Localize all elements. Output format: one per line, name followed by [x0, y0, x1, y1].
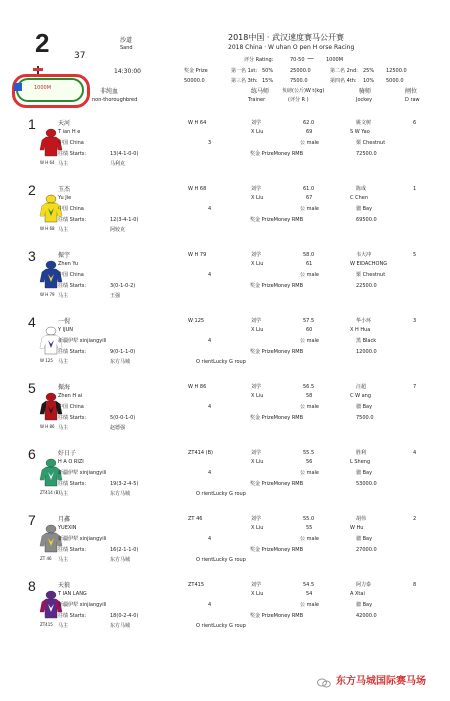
- horse-name-cn: 好日子: [58, 450, 77, 457]
- jockey-header-en: Jockey: [356, 97, 373, 103]
- owner-en: O rientLucky G roup: [196, 359, 246, 365]
- horse-age: 4: [208, 206, 212, 212]
- horse-name-en: Zhen Yu: [58, 261, 79, 267]
- horse-weight: 57.5: [303, 318, 315, 324]
- horse-sex: 公 male: [300, 536, 319, 542]
- total-prize: 50000.0: [184, 78, 205, 84]
- horse-number: 2: [28, 182, 36, 198]
- horse-number: 8: [28, 578, 36, 594]
- prize-money-label: 奖金 PrizeMoney RMB: [250, 217, 304, 223]
- jockey-en: S W Yao: [350, 129, 370, 135]
- race-number: 2: [35, 28, 50, 58]
- horse-starts: 19(3-2-4-5): [110, 481, 139, 487]
- p1-amt: 25000.0: [290, 68, 311, 74]
- jockey-cn: 胜利: [356, 450, 367, 456]
- horse-owner: 东方马城: [110, 491, 131, 497]
- horse-age: 4: [208, 338, 212, 344]
- owner-label: 马主: [58, 227, 69, 233]
- rating-range: 70-50: [290, 57, 305, 63]
- starts-label: 往绩 Starts:: [58, 415, 87, 421]
- horse-name-en: Yu Jie: [58, 195, 72, 201]
- brand-name: 东方马城国际赛马场: [336, 676, 426, 687]
- horse-name-en: Y IJUN: [58, 327, 73, 333]
- prize-money-label: 奖金 PrizeMoney RMB: [250, 283, 304, 289]
- prize-money-label: 奖金 PrizeMoney RMB: [250, 349, 304, 355]
- horse-rating: 60: [306, 327, 313, 333]
- horse-code: ZT414 (B): [188, 450, 213, 456]
- p4-amt: 5000.0: [386, 78, 404, 84]
- horse-rating: 67: [306, 195, 313, 201]
- horse-sex: 公 male: [300, 206, 319, 212]
- weight-header-en: (评分 R ): [288, 97, 309, 103]
- jockey-header-cn: 骑师: [359, 88, 372, 95]
- horse-prize: 42000.0: [356, 613, 377, 619]
- trainer-cn: 刘学: [251, 450, 262, 456]
- p2-label: 第二名 2nd:: [330, 68, 358, 74]
- horse-owner: 赵德强: [110, 425, 126, 431]
- trainer-cn: 刘学: [251, 186, 262, 192]
- horse-number: 4: [28, 314, 36, 330]
- horse-owner: 马利克: [110, 161, 126, 167]
- horse-draw: 8: [413, 582, 417, 588]
- horse-name-en: H A O RIZI: [58, 459, 84, 465]
- horse-name-cn: 振海: [58, 384, 71, 391]
- horse-rating: 69: [306, 129, 313, 135]
- silk-code: ZT 46: [40, 556, 52, 561]
- p1-label: 第一名 1st:: [231, 68, 258, 74]
- horse-starts: 13(4-1-0-0): [110, 151, 139, 157]
- owner-label: 马主: [58, 359, 69, 365]
- race-distance-number: 37: [74, 51, 86, 61]
- trainer-cn: 刘学: [251, 120, 262, 126]
- trainer-cn: 刘学: [251, 384, 262, 390]
- weight-header-cn: 负磅(公斤)W t(kg): [282, 88, 325, 94]
- p3-amt: 7500.0: [290, 78, 308, 84]
- jockey-cn: 韦大冲: [356, 252, 372, 258]
- owner-en: O rientLucky G roup: [196, 623, 246, 629]
- horse-prize: 12000.0: [356, 349, 377, 355]
- horse-age: 4: [208, 404, 212, 410]
- horse-name-cn: 天狼: [58, 582, 71, 589]
- starts-label: 往绩 Starts:: [58, 613, 87, 619]
- horse-name-cn: 振宇: [58, 252, 71, 259]
- jockey-en: W Hu: [350, 525, 364, 531]
- finish-marker-icon: [14, 83, 22, 91]
- horse-draw: 7: [413, 384, 417, 390]
- distance-label: 1000M: [326, 57, 344, 63]
- horse-draw: 3: [413, 318, 417, 324]
- horse-rating: 56: [306, 459, 313, 465]
- horse-prize: 69500.0: [356, 217, 377, 223]
- trainer-en: X Liu: [251, 525, 264, 531]
- prize-money-label: 奖金 PrizeMoney RMB: [250, 547, 304, 553]
- horse-starts: 5(0-0-1-0): [110, 415, 136, 421]
- horse-draw: 4: [413, 450, 417, 456]
- prize-label: 奖金 Prize: [184, 68, 208, 74]
- trainer-en: X Liu: [251, 591, 264, 597]
- horse-weight: 62.0: [303, 120, 315, 126]
- horse-color: 骝 Bay: [356, 404, 373, 410]
- trainer-cn: 刘学: [251, 318, 262, 324]
- p3-label: 第三名 3th:: [231, 78, 258, 84]
- jockey-en: A Xtai: [350, 591, 365, 597]
- owner-label: 马主: [58, 293, 69, 299]
- horse-starts: 3(0-1-0-2): [110, 283, 136, 289]
- horse-origin: 中国 China: [58, 140, 84, 146]
- rating-label: 评分 Rating:: [244, 57, 274, 63]
- horse-age: 4: [208, 470, 212, 476]
- horse-number: 3: [28, 248, 36, 264]
- horse-number: 1: [28, 116, 36, 132]
- horse-starts: 16(2-1-1-0): [110, 547, 139, 553]
- race-time: 14:30:00: [114, 68, 141, 75]
- horse-weight: 61.0: [303, 186, 315, 192]
- owner-label: 马主: [58, 491, 69, 497]
- horse-rating: 54: [306, 591, 313, 597]
- surface-en: Sand: [120, 45, 133, 51]
- horse-color: 骝 Bay: [356, 602, 373, 608]
- owner-label: 马主: [58, 161, 69, 167]
- horse-code: W H 64: [188, 120, 207, 126]
- class-cn: 非纯血: [100, 88, 119, 95]
- p4-pct: 10%: [363, 78, 375, 84]
- trainer-header-en: Trainer: [248, 97, 266, 103]
- trainer-cn: 刘学: [251, 516, 262, 522]
- trainer-en: X Liu: [251, 261, 264, 267]
- horse-prize: 27000.0: [356, 547, 377, 553]
- horse-prize: 72500.0: [356, 151, 377, 157]
- horse-starts: 12(3-4-1-0): [110, 217, 139, 223]
- jockey-cn: 姚文树: [356, 120, 372, 126]
- horse-starts: 9(0-1-1-0): [110, 349, 136, 355]
- horse-origin: 中国 China: [58, 272, 84, 278]
- horse-color: 黑 Black: [356, 338, 377, 344]
- race-title-en: 2018 China · W uhan O pen H orse Racing: [228, 44, 355, 51]
- owner-label: 马主: [58, 425, 69, 431]
- horse-sex: 公 male: [300, 338, 319, 344]
- horse-name-en: YUEXIN: [58, 525, 77, 531]
- horse-name-cn: 月鑫: [58, 516, 71, 523]
- starts-label: 往绩 Starts:: [58, 349, 87, 355]
- p1-pct: 50%: [262, 68, 274, 74]
- wechat-icon: [317, 673, 331, 683]
- horse-number: 7: [28, 512, 36, 528]
- horse-weight: 58.0: [303, 252, 315, 258]
- horse-code: W 125: [188, 318, 205, 324]
- horse-origin: 新疆伊犁 xinjiangyili: [58, 338, 107, 344]
- trainer-en: X Liu: [251, 129, 264, 135]
- class-en: non-thoroughbred: [92, 97, 138, 103]
- horse-code: ZT415: [188, 582, 205, 588]
- owner-label: 马主: [58, 557, 69, 563]
- horse-prize: 7500.0: [356, 415, 374, 421]
- trainer-cn: 刘学: [251, 252, 262, 258]
- horse-age: 4: [208, 602, 212, 608]
- horse-code: W H 86: [188, 384, 207, 390]
- horse-code: ZT 46: [188, 516, 203, 522]
- oval-distance: 1000M: [34, 85, 52, 91]
- horse-draw: 1: [413, 186, 417, 192]
- horse-sex: 公 male: [300, 404, 319, 410]
- silk-code: W 125: [40, 358, 53, 363]
- starts-label: 往绩 Starts:: [58, 283, 87, 289]
- horse-rating: 58: [306, 393, 313, 399]
- horse-origin: 新疆伊犁 xinjiangyili: [58, 536, 107, 542]
- horse-name-en: T ian H e: [58, 129, 81, 135]
- silk-code: W H 86: [40, 424, 55, 429]
- prize-money-label: 奖金 PrizeMoney RMB: [250, 151, 304, 157]
- jockey-en: L Sheng: [350, 459, 371, 465]
- horse-name-cn: 一倪: [58, 318, 71, 325]
- trainer-cn: 刘学: [251, 582, 262, 588]
- owner-en: O rientLucky G roup: [196, 557, 246, 563]
- horse-color: 骝 Bay: [356, 536, 373, 542]
- horse-weight: 55.0: [303, 516, 315, 522]
- jockey-en: W EIDACHONG: [350, 261, 388, 267]
- horse-age: 4: [208, 536, 212, 542]
- horse-rating: 61: [306, 261, 313, 267]
- horse-number: 5: [28, 380, 36, 396]
- horse-name-en: T IAN LANG: [58, 591, 87, 597]
- horse-name-cn: 天河: [58, 120, 71, 127]
- horse-owner: 东方马城: [110, 359, 131, 365]
- race-title-cn: 2018中国 · 武汉速度赛马公开赛: [228, 33, 344, 42]
- horse-origin: 中国 China: [58, 404, 84, 410]
- silk-code: W H 64: [40, 160, 55, 165]
- jockey-en: C Chen: [350, 195, 368, 201]
- horse-rating: 55: [306, 525, 313, 531]
- horse-draw: 2: [413, 516, 417, 522]
- horse-color: 栗 Chestnut: [356, 140, 386, 146]
- trainer-en: X Liu: [251, 195, 264, 201]
- horse-origin: 中国 China: [58, 206, 84, 212]
- horse-origin: 新疆伊犁 xinjiangyili: [58, 602, 107, 608]
- horse-age: 4: [208, 272, 212, 278]
- horse-number: 6: [28, 446, 36, 462]
- horse-prize: 22500.0: [356, 283, 377, 289]
- starts-label: 往绩 Starts:: [58, 481, 87, 487]
- draw-header-cn: 闸位: [405, 88, 418, 95]
- horse-color: 骝 Bay: [356, 470, 373, 476]
- silk-code: ZT415: [40, 622, 53, 627]
- jockey-cn: 陈成: [356, 186, 367, 192]
- horse-owner: 东方马城: [110, 623, 131, 629]
- starts-label: 往绩 Starts:: [58, 151, 87, 157]
- p2-pct: 25%: [363, 68, 375, 74]
- horse-sex: 公 male: [300, 272, 319, 278]
- horse-name-cn: 玉杰: [58, 186, 71, 193]
- jockey-cn: 阿力泰: [356, 582, 372, 588]
- horse-weight: 55.5: [303, 450, 315, 456]
- horse-sex: 公 male: [300, 602, 319, 608]
- p3-pct: 15%: [262, 78, 274, 84]
- starts-label: 往绩 Starts:: [58, 547, 87, 553]
- horse-origin: 新疆伊犁 xinjiangyili: [58, 470, 107, 476]
- surface-cn: 沙道: [120, 37, 133, 44]
- p4-label: 第四名 4th:: [330, 78, 357, 84]
- horse-color: 骝 Bay: [356, 206, 373, 212]
- horse-weight: 56.5: [303, 384, 315, 390]
- horse-owner: 王强: [110, 293, 121, 299]
- jockey-cn: 汪超: [356, 384, 367, 390]
- trainer-en: X Liu: [251, 393, 264, 399]
- jockey-en: X H Hua: [350, 327, 371, 333]
- silk-code: ZT414 (B): [40, 490, 60, 495]
- prize-money-label: 奖金 PrizeMoney RMB: [250, 613, 304, 619]
- start-flag-icon: [33, 68, 43, 71]
- horse-color: 栗 Chestnut: [356, 272, 386, 278]
- draw-header-en: D raw: [405, 97, 420, 103]
- horse-weight: 54.5: [303, 582, 315, 588]
- trainer-en: X Liu: [251, 459, 264, 465]
- horse-owner: 阿较克: [110, 227, 126, 233]
- horse-code: W H 68: [188, 186, 207, 192]
- owner-en: O rientLucky G roup: [196, 491, 246, 497]
- horse-draw: 6: [413, 120, 417, 126]
- horse-age: 3: [208, 140, 212, 146]
- silk-code: W H 79: [40, 292, 55, 297]
- jockey-cn: 胡伟: [356, 516, 367, 522]
- horse-starts: 18(0-2-4-0): [110, 613, 139, 619]
- horse-sex: 公 male: [300, 140, 319, 146]
- prize-money-label: 奖金 PrizeMoney RMB: [250, 481, 304, 487]
- trainer-en: X Liu: [251, 327, 264, 333]
- horse-prize: 53000.0: [356, 481, 377, 487]
- silk-code: W H 68: [40, 226, 55, 231]
- p2-amt: 12500.0: [386, 68, 407, 74]
- trainer-header-cn: 练马师: [251, 88, 270, 95]
- horse-sex: 公 male: [300, 470, 319, 476]
- prize-money-label: 奖金 PrizeMoney RMB: [250, 415, 304, 421]
- jockey-en: C W ang: [350, 393, 372, 399]
- owner-label: 马主: [58, 623, 69, 629]
- horse-name-en: Zhen H ai: [58, 393, 83, 399]
- jockey-cn: 华小环: [356, 318, 372, 324]
- starts-label: 往绩 Starts:: [58, 217, 87, 223]
- horse-draw: 5: [413, 252, 417, 258]
- horse-code: W H 79: [188, 252, 207, 258]
- dash: —: [307, 54, 314, 62]
- horse-owner: 东方马城: [110, 557, 131, 563]
